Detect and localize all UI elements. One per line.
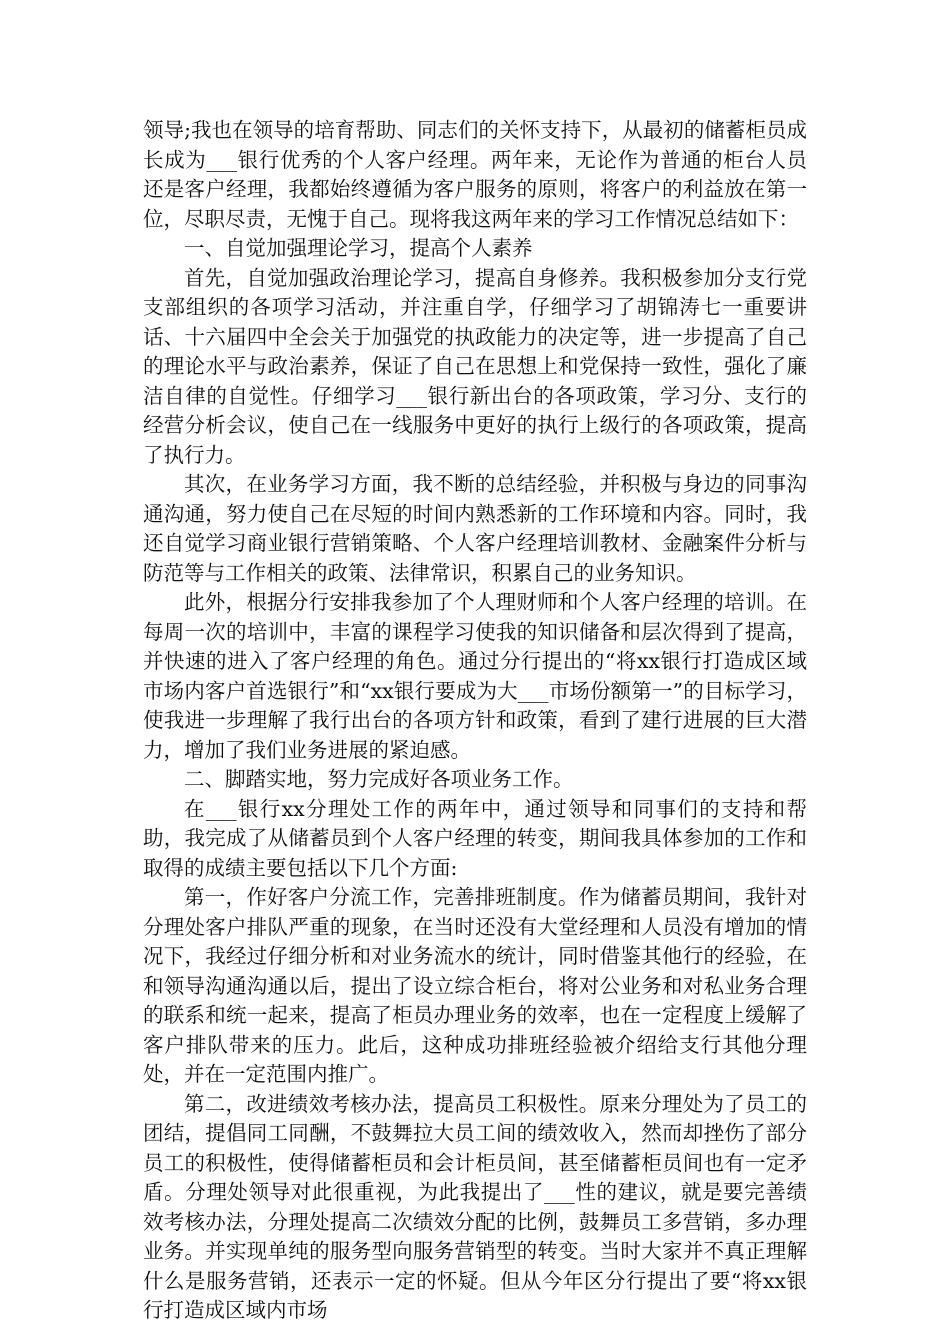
paragraph-point-2: 第二，改进绩效考核办法，提高员工积极性。原来分理处为了员工的团结，提倡同工同酬，不鼓舞拉大员工间的绩效收入，然而却挫伤了部分员工的积极性，使得储蓄柜员和会计柜员间，甚至储蓄柜员间也有一定矛盾。分理处领导对此很重视，为此我提出了___性的建议，就是要完善绩效考核办法，分理处提高二次绩效分配的比例，鼓舞员工多营销，多办理业务。并实现单纯的服务型向服务营销型的转变。当时大家并不真正理解什么是服务营销，还表示一定的怀疑。但从今年区分行提出了要“将xx银行打造成区域内市场: [143, 1091, 807, 1322]
paragraph-point-1: 第一，作好客户分流工作，完善排班制度。作为储蓄员期间，我针对分理处客户排队严重的现象，在当时还没有大堂经理和人员没有增加的情况下，我经过仔细分析和对业务流水的统计，同时借鉴其他行的经验，在和领导沟通沟通以后，提出了设立综合柜台，将对公业务和对私业务合理的联系和统一起来，提高了柜员办理业务的效率，也在一定程度上缓解了客户排队带来的压力。此后，这种成功排班经验被介绍给支行其他分理处，并在一定范围内推广。: [143, 885, 807, 1086]
paragraph-second: 其次，在业务学习方面，我不断的总结经验，并积极与身边的同事沟通沟通，努力使自己在尽短的时间内熟悉新的工作环境和内容。同时，我还自觉学习商业银行营销策略、个人客户经理培训教材、金融案件分析与防范等与工作相关的政策、法律常识，积累自己的业务知识。: [143, 472, 807, 585]
section-heading-2: 二、脚踏实地，努力完成好各项业务工作。: [184, 767, 574, 791]
paragraph-intro: 领导;我也在领导的培育帮助、同志们的关怀支持下，从最初的储蓄柜员成长成为___银行优秀的个人客户经理。两年来，无论作为普通的柜台人员还是客户经理，我都始终遵循为客户服务的原则，将客户的利益放在第一位，尽职尽责，无愧于自己。现将我这两年来的学习工作情况总结如下：: [143, 118, 807, 231]
paragraph-third: 此外，根据分行安排我参加了个人理财师和个人客户经理的培训。在每周一次的培训中，丰富的课程学习使我的知识储备和层次得到了提高，并快速的进入了客户经理的角色。通过分行提出的“将xx银行打造成区域市场内客户首选银行”和“xx银行要成为大___市场份额第一”的目标学习，使我进一步理解了我行出台的各项方针和政策，看到了建行进展的巨大潜力，增加了我们业务进展的紧迫感。: [143, 590, 807, 762]
paragraph-first: 首先，自觉加强政治理论学习，提高自身修养。我积极参加分支行党支部组织的各项学习活动，并注重自学，仔细学习了胡锦涛七一重要讲话、十六届四中全会关于加强党的执政能力的决定等，进一步提高了自己的理论水平与政治素养，保证了自己在思想上和党保持一致性，强化了廉洁自律的自觉性。仔细学习___银行新出台的各项政策，学习分、支行的经营分析会议，使自己在一线服务中更好的执行上级行的各项政策，提高了执行力。: [143, 265, 807, 467]
section-heading-1: 一、自觉加强理论学习，提高个人素养: [184, 236, 533, 260]
paragraph-work-intro: 在___银行xx分理处工作的两年中，通过领导和同事们的支持和帮助，我完成了从储蓄员到个人客户经理的转变，期间我具体参加的工作和取得的成绩主要包括以下几个方面:: [143, 796, 807, 880]
document-body: [143, 116, 807, 1326]
